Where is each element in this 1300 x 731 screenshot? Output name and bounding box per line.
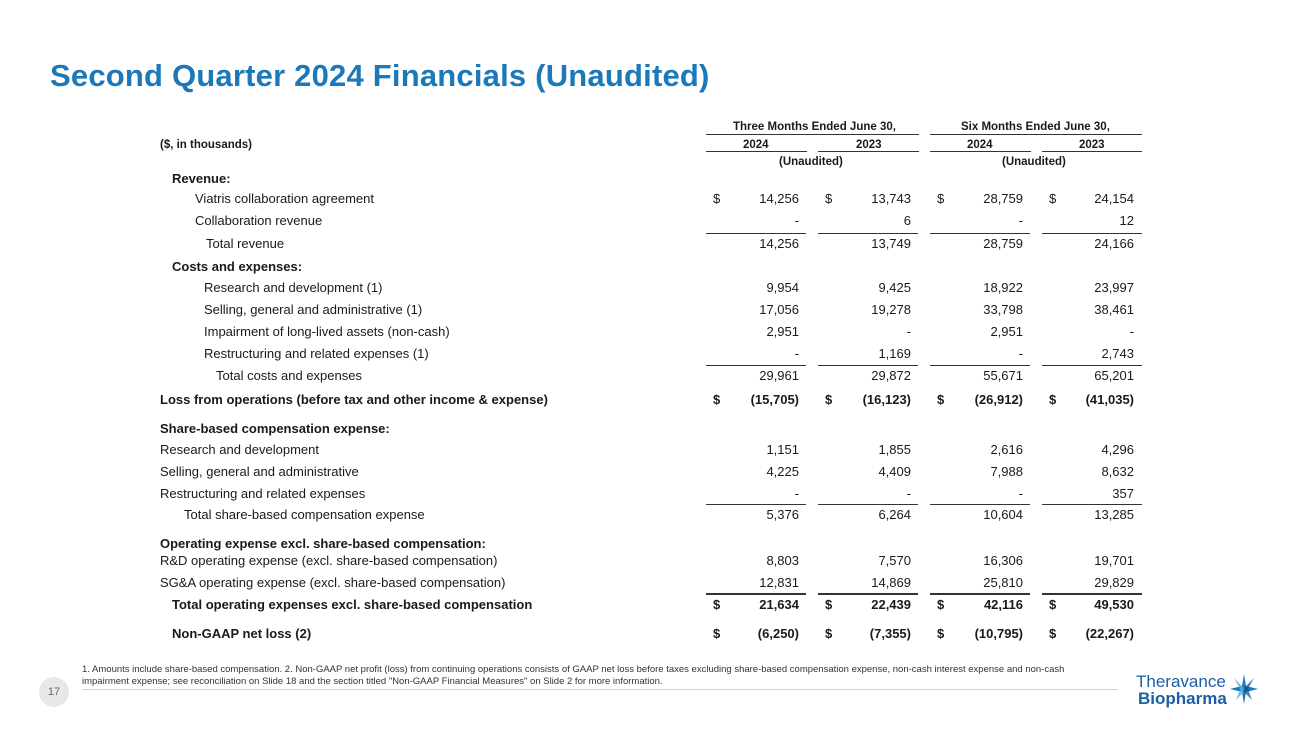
row-value: 22,439 (871, 597, 911, 612)
page-number: 17 (39, 677, 69, 707)
row-value: - (794, 213, 799, 228)
row-value: 12,831 (759, 575, 799, 590)
row-value: 17,056 (759, 302, 799, 317)
row-value: 1,169 (878, 346, 911, 361)
row-label: Revenue: (172, 171, 231, 186)
dollar-sign: $ (937, 597, 945, 612)
dollar-sign: $ (713, 392, 721, 407)
row-value: 6,264 (878, 507, 911, 522)
row-label: Operating expense excl. share-based compensation: (160, 536, 486, 551)
unaudited-label-6m: (Unaudited) (1002, 156, 1066, 168)
row-value: - (1018, 346, 1023, 361)
subtotal-rule (818, 594, 918, 595)
row-value: 24,154 (1094, 191, 1134, 206)
row-label: Collaboration revenue (195, 213, 323, 228)
dollar-sign: $ (937, 626, 945, 641)
subtotal-rule (1042, 504, 1142, 505)
logo-line-1: Theravance (1136, 672, 1226, 691)
subtotal-rule (1042, 594, 1142, 595)
row-value: 8,632 (1101, 464, 1134, 479)
row-value: 29,961 (759, 368, 799, 383)
row-value: 55,671 (983, 368, 1023, 383)
row-value: 19,701 (1094, 553, 1134, 568)
row-value: 28,759 (983, 236, 1023, 251)
row-value: - (1018, 213, 1023, 228)
row-value: 2,951 (766, 324, 799, 339)
subtotal-rule (706, 365, 806, 366)
year-rule (706, 151, 807, 152)
row-label: Costs and expenses: (172, 259, 303, 274)
header-rule (706, 134, 919, 135)
row-value: 29,872 (871, 368, 911, 383)
row-value: (10,795) (974, 626, 1023, 641)
row-value: (22,267) (1085, 626, 1134, 641)
row-value: 1,151 (766, 442, 799, 457)
subtotal-rule (930, 593, 1030, 594)
row-value: 4,409 (878, 464, 911, 479)
row-label: SG&A operating expense (excl. share-based compensation) (160, 575, 506, 590)
row-value: - (1129, 324, 1134, 339)
row-value: 13,743 (871, 191, 911, 206)
year-rule (930, 151, 1031, 152)
row-value: 2,616 (990, 442, 1023, 457)
row-label: Total costs and expenses (216, 368, 362, 383)
subtotal-rule (1042, 593, 1142, 594)
row-value: 7,988 (990, 464, 1023, 479)
row-value: 49,530 (1094, 597, 1134, 612)
row-value: 13,749 (871, 236, 911, 251)
subtotal-rule (818, 233, 918, 234)
row-value: 12 (1119, 213, 1134, 228)
row-label: Selling, general and administrative (160, 464, 359, 479)
row-value: 10,604 (983, 507, 1023, 522)
row-value: 13,285 (1094, 507, 1134, 522)
subtotal-rule (818, 593, 918, 594)
row-value: - (906, 324, 911, 339)
subtotal-rule (1042, 365, 1142, 366)
row-value: 9,425 (878, 280, 911, 295)
row-value: 21,634 (759, 597, 799, 612)
row-value: 357 (1112, 486, 1134, 501)
subtotal-rule (930, 504, 1030, 505)
dollar-sign: $ (713, 597, 721, 612)
row-value: 38,461 (1094, 302, 1134, 317)
row-value: 4,296 (1101, 442, 1134, 457)
subtotal-rule (706, 233, 806, 234)
row-label: Total operating expenses excl. share-based compensation (172, 597, 533, 612)
row-value: - (794, 486, 799, 501)
unaudited-label-3m: (Unaudited) (779, 156, 843, 168)
row-value: (41,035) (1085, 392, 1134, 407)
row-value: 29,829 (1094, 575, 1134, 590)
dollar-sign: $ (825, 626, 833, 641)
row-label: Viatris collaboration agreement (195, 191, 374, 206)
page-title: Second Quarter 2024 Financials (Unaudited) (50, 58, 710, 93)
subtotal-rule (818, 504, 918, 505)
row-label: Restructuring and related expenses (1) (204, 346, 429, 361)
row-value: 65,201 (1094, 368, 1134, 383)
row-value: (15,705) (750, 392, 799, 407)
row-value: 2,951 (990, 324, 1023, 339)
row-label: Impairment of long-lived assets (non-cash) (204, 324, 450, 339)
row-value: - (906, 486, 911, 501)
year-col-2: 2023 (856, 139, 882, 151)
dollar-sign: $ (713, 626, 721, 641)
row-value: 23,997 (1094, 280, 1134, 295)
row-label: R&D operating expense (excl. share-based compensation) (160, 553, 498, 568)
header-six-months: Six Months Ended June 30, (961, 121, 1110, 133)
header-three-months: Three Months Ended June 30, (733, 121, 896, 133)
subtotal-rule (930, 365, 1030, 366)
star-logo-icon (1228, 672, 1260, 706)
row-label: Restructuring and related expenses (160, 486, 366, 501)
subtotal-rule (706, 504, 806, 505)
row-value: 2,743 (1101, 346, 1134, 361)
row-value: 14,256 (759, 236, 799, 251)
row-value: 7,570 (878, 553, 911, 568)
row-value: 6 (903, 213, 911, 228)
row-label: Research and development (1) (204, 280, 383, 295)
row-value: 25,810 (983, 575, 1023, 590)
subtotal-rule (818, 365, 918, 366)
row-value: 42,116 (983, 597, 1023, 612)
subtotal-rule (706, 593, 806, 594)
year-col-4: 2023 (1079, 139, 1105, 151)
dollar-sign: $ (825, 191, 833, 206)
row-value: 16,306 (983, 553, 1023, 568)
row-value: (26,912) (974, 392, 1023, 407)
year-col-1: 2024 (743, 139, 769, 151)
dollar-sign: $ (937, 191, 945, 206)
dollar-sign: $ (825, 392, 833, 407)
row-value: - (794, 346, 799, 361)
row-value: 28,759 (983, 191, 1023, 206)
logo-line-2: Biopharma (1138, 689, 1227, 708)
row-value: 14,869 (871, 575, 911, 590)
year-rule (1042, 151, 1142, 152)
dollar-sign: $ (1049, 392, 1057, 407)
footnote: 1. Amounts include share-based compensation. 2. Non-GAAP net profit (loss) from continuing operations consists of GAAP net loss before taxes excluding share-based compensation expense, non-cash interest expense and non-cash impairment expense; see reconciliation on Slide 18 and the section titled "Non-GAAP Financial Measures" on Slide 2 for more information. (82, 664, 1065, 687)
row-value: (16,123) (862, 392, 911, 407)
row-value: 1,855 (878, 442, 911, 457)
units-label: ($, in thousands) (160, 139, 252, 151)
row-value: - (1018, 486, 1023, 501)
year-col-3: 2024 (967, 139, 993, 151)
row-label: Total share-based compensation expense (184, 507, 425, 522)
row-value: 5,376 (766, 507, 799, 522)
dollar-sign: $ (825, 597, 833, 612)
row-label: Non-GAAP net loss (2) (172, 626, 312, 641)
row-value: 33,798 (983, 302, 1023, 317)
footer-divider (82, 689, 1118, 690)
row-value: (7,355) (869, 626, 911, 641)
row-value: 19,278 (871, 302, 911, 317)
row-value: 8,803 (766, 553, 799, 568)
row-value: 9,954 (766, 280, 799, 295)
subtotal-rule (1042, 233, 1142, 234)
header-rule (930, 134, 1142, 135)
row-value: 18,922 (983, 280, 1023, 295)
row-label: Share-based compensation expense: (160, 421, 390, 436)
subtotal-rule (706, 594, 806, 595)
dollar-sign: $ (1049, 626, 1057, 641)
row-label: Loss from operations (before tax and other income & expense) (160, 392, 548, 407)
row-value: 24,166 (1094, 236, 1134, 251)
row-label: Selling, general and administrative (1) (204, 302, 423, 317)
dollar-sign: $ (937, 392, 945, 407)
subtotal-rule (930, 233, 1030, 234)
row-value: (6,250) (757, 626, 799, 641)
row-value: 14,256 (759, 191, 799, 206)
subtotal-rule (930, 594, 1030, 595)
dollar-sign: $ (713, 191, 721, 206)
company-logo (1136, 672, 1227, 708)
row-label: Research and development (160, 442, 319, 457)
row-value: 4,225 (766, 464, 799, 479)
dollar-sign: $ (1049, 597, 1057, 612)
row-label: Total revenue (206, 236, 285, 251)
year-rule (818, 151, 919, 152)
dollar-sign: $ (1049, 191, 1057, 206)
